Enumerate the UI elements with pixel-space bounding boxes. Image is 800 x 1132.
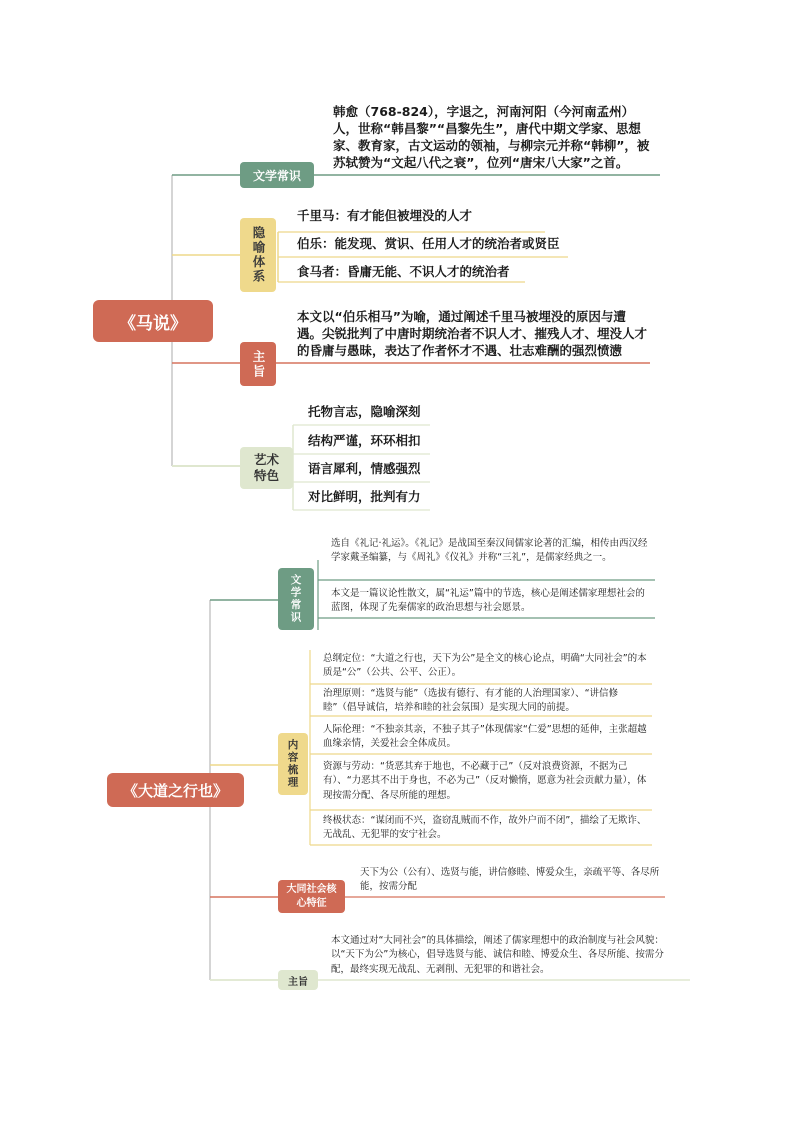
branch-yishu-tese <box>240 447 293 489</box>
branch-label: 文学常识 <box>289 574 302 624</box>
branch-neirong-shuli <box>278 733 308 795</box>
neirong-item: 总纲定位：“大道之行也，天下为公”是全文的核心论点，明确“大同社会”的本质是“公”（公共、公平、公正）。 <box>323 653 647 679</box>
wenxue-item: 本文是一篇议论性散文，属“礼运”篇中的节选，核心是阐述儒家理想社会的蓝图，体现了先秦儒家的政治思想与社会愿景。 <box>331 588 645 614</box>
branch-datong-tezheng <box>278 880 345 913</box>
branch-label: 艺术特色 <box>253 451 279 483</box>
yinyu-item: 伯乐：能发现、赏识、任用人才的统治者或贤臣 <box>297 236 560 251</box>
branch-label: 主旨 <box>251 349 266 379</box>
branch-wenxue-changshi <box>278 568 314 630</box>
yinyu-item: 食马者：昏庸无能、不识人才的统治者 <box>297 264 510 279</box>
root-title: 《大道之行也》 <box>122 781 228 800</box>
neirong-item: 终极状态：“谋闭而不兴，盗窃乱贼而不作，故外户而不闭”，描绘了无欺诈、无战乱、无犯罪的安宁社会。 <box>323 815 647 841</box>
branch-wenxue-changshi <box>240 162 314 188</box>
root-node-dadao <box>107 773 244 807</box>
wenxue-text: 韩愈（768-824），字退之，河南河阳（今河南孟州）人，世称“韩昌黎”“昌黎先生”，唐代中期文学家、思想家、教育家，古文运动的领袖，与柳宗元并称“韩柳”，被苏轼赞为“文起八代之衰”，位列“唐宋八大家”之首。 <box>333 104 650 170</box>
neirong-item: 人际伦理：“不独亲其亲，不独子其子”体现儒家“仁爱”思想的延伸，主张超越血缘亲情，关爱社会全体成员。 <box>323 724 647 750</box>
branch-label: 文学常识 <box>252 168 301 183</box>
branch-zhuzhi <box>278 970 318 990</box>
root-title: 《马说》 <box>119 313 187 334</box>
zhuzhi-text: 本文通过对“大同社会”的具体描绘，阐述了儒家理想中的政治制度与社会风貌：以“天下为公”为核心，倡导选贤与能、诚信和睦、博爱众生、各尽所能、按需分配，最终实现无战乱、无剥削、无犯罪的和谐社会。 <box>331 935 664 975</box>
root-node-mashuo <box>93 300 213 342</box>
branch-yinyu-tixi <box>240 218 276 292</box>
neirong-item: 治理原则：“选贤与能”（选拔有德行、有才能的人治理国家）、“讲信修睦”（倡导诚信，培养和睦的社会氛围）是实现大同的前提。 <box>323 688 619 714</box>
yishu-item: 托物言志，隐喻深刻 <box>308 404 421 419</box>
wenxue-item: 选自《礼记·礼运》。《礼记》是战国至秦汉间儒家论著的汇编，相传由西汉经学家戴圣编纂，与《周礼》《仪礼》并称“三礼”，是儒家经典之一。 <box>331 538 648 564</box>
branch-zhuzhi <box>240 342 276 386</box>
branch-label: 主旨 <box>288 976 308 988</box>
branch-label: 隐喻体系 <box>251 226 266 284</box>
yishu-item: 结构严谨，环环相扣 <box>308 433 421 448</box>
branch-label: 内容梳理 <box>286 739 299 789</box>
tezheng-text: 天下为公（公有）、选贤与能，讲信修睦、博爱众生，亲疏平等、各尽所能，按需分配 <box>360 867 660 893</box>
yishu-item: 对比鲜明，批判有力 <box>308 489 421 504</box>
neirong-item: 资源与劳动：“货恶其弃于地也，不必藏于己”（反对浪费资源，不据为己有）、“力恶其不出于身也，不必为己”（反对懒惰，愿意为社会贡献力量），体现按需分配、各尽所能的理想。 <box>323 761 647 801</box>
zhuzhi-text: 本文以“伯乐相马”为喻，通过阐述千里马被埋没的原因与遭遇。尖锐批判了中唐时期统治者不识人才、摧残人才、埋没人才的昏庸与愚昧，表达了作者怀才不遇、壮志难酬的强烈愤懑 <box>297 309 648 358</box>
branch-label: 大同社会核心特征 <box>286 884 337 909</box>
yishu-item: 语言犀利，情感强烈 <box>308 461 421 476</box>
yinyu-item: 千里马：有才能但被埋没的人才 <box>297 208 473 223</box>
